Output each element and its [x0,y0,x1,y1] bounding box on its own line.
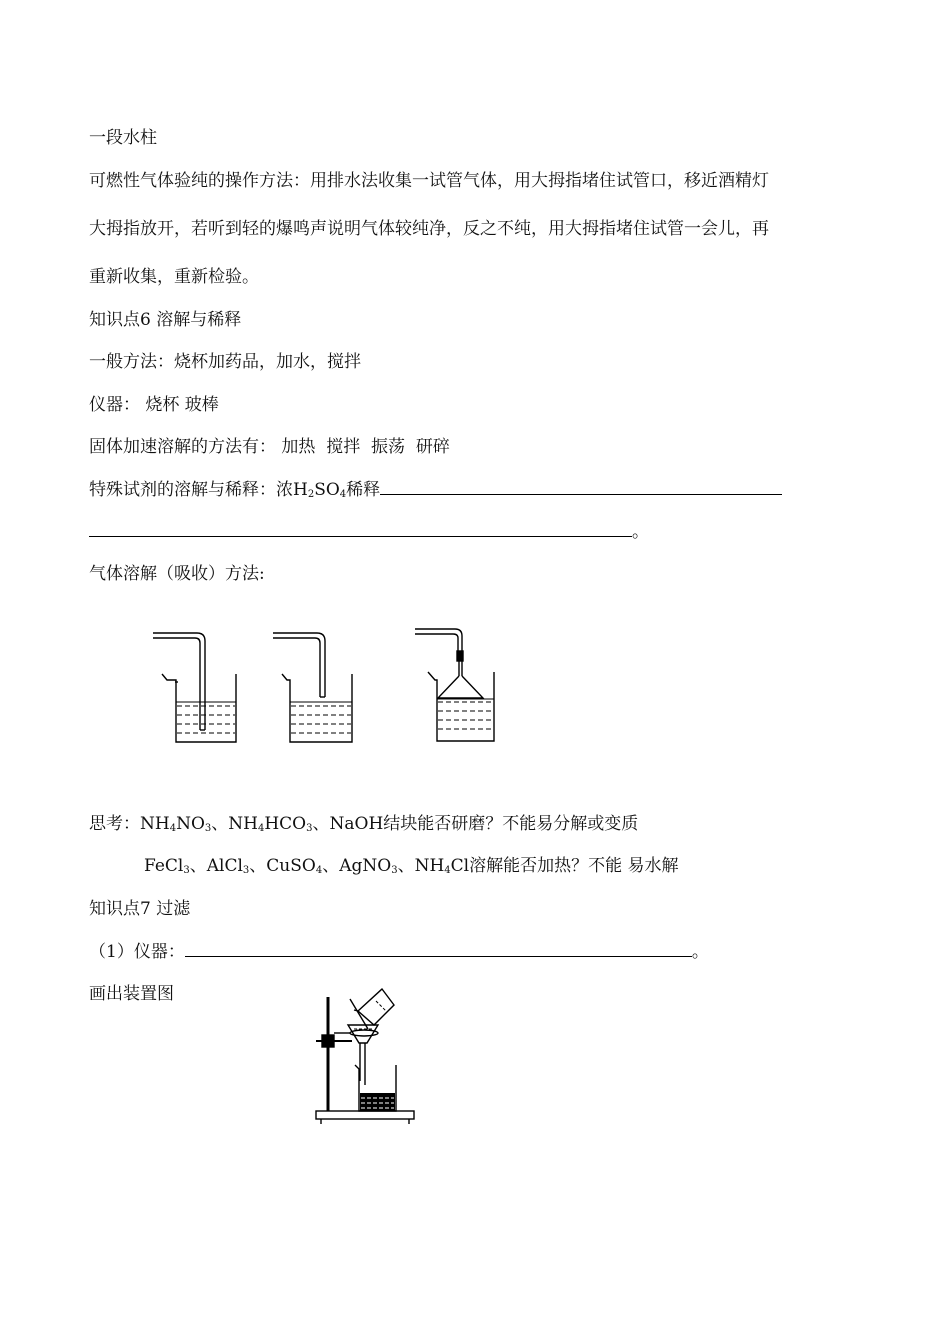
text: 特殊试剂的溶解与稀释：浓H [89,480,308,500]
subscript: 3 [306,823,313,834]
text-line: 一段水柱 [89,128,157,148]
text: 思考：NH [89,814,170,834]
beaker-1 [153,633,236,742]
subscript: 3 [391,865,398,876]
answer-blank[interactable] [185,940,692,957]
subscript: 3 [242,865,250,876]
text: 。 [691,942,709,962]
fill-in-line [89,478,782,501]
text: 、NH [211,814,258,834]
text: 稀释 [346,480,381,500]
text: NO [176,814,205,834]
text-line: 气体溶解（吸收）方法: [89,564,265,584]
text-line [144,855,679,877]
subscript: 4 [169,823,177,834]
subscript: 3 [204,823,212,834]
text-line: 可燃性气体验纯的操作方法：用排水法收集一试管气体，用大拇指堵住试管口，移近酒精灯 [89,171,769,191]
answer-blank[interactable] [89,520,632,537]
beaker-2 [273,633,352,742]
subscript: 2 [307,489,315,500]
text: FeCl [144,856,184,876]
text: Cl溶解能否加热？不能 易水解 [450,856,679,876]
beaker-3 [415,629,494,741]
fill-in-line [89,940,709,963]
subscript: 4 [444,865,451,876]
text-line: 画出装置图 [89,984,174,1004]
subscript: 3 [183,865,190,876]
subscript: 4 [339,489,347,500]
fill-in-line [89,520,649,543]
subscript: 4 [257,823,265,834]
text-line: 大拇指放开，若听到轻的爆鸣声说明气体较纯净，反之不纯，用大拇指堵住试管一会儿，再 [89,219,769,239]
text-line [89,813,638,835]
text-line: 固体加速溶解的方法有： 加热 搅拌 振荡 研碎 [89,437,450,457]
text: （1）仪器： [89,942,185,962]
answer-blank[interactable] [380,478,782,495]
section-heading: 知识点6 溶解与稀释 [89,310,242,330]
gas-absorption-diagram [140,620,520,755]
text: 。 [632,522,649,542]
text: 、CuSO [249,856,316,876]
text: 、NaOH结块能否研磨？不能易分解或变质 [312,814,639,834]
filtration-diagram [310,985,420,1130]
subscript: 4 [315,865,323,876]
text: SO [314,480,340,500]
text-line: 仪器： 烧杯 玻棒 [89,395,219,415]
text-line: 一般方法：烧杯加药品，加水，搅拌 [89,352,361,372]
section-heading: 知识点7 过滤 [89,899,191,919]
text: 、AgNO [322,856,392,876]
text: HCO [264,814,307,834]
text: 、AlCl [189,856,243,876]
text: 、NH [397,856,445,876]
text-line: 重新收集，重新检验。 [89,267,259,287]
